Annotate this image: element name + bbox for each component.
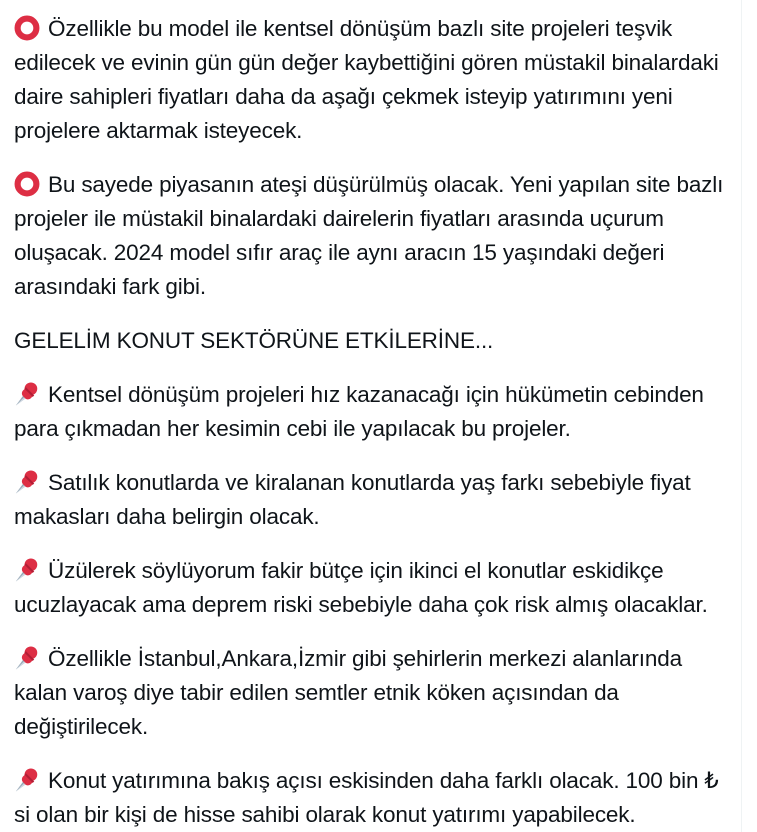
section-heading: GELELİM KONUT SEKTÖRÜNE ETKİLERİNE... xyxy=(14,328,494,353)
pushpin-icon xyxy=(14,469,40,495)
pushpin-icon xyxy=(14,381,40,407)
post-paragraph xyxy=(14,642,726,744)
paragraph-text: Kentsel dönüşüm projeleri hız kazanacağı için hükümetin cebinden para çıkmadan her kesimin cebi ile yapılacak bu projeler. xyxy=(14,382,704,441)
post-paragraph xyxy=(14,378,726,446)
pushpin-icon xyxy=(14,557,40,583)
paragraph-text: Bu sayede piyasanın ateşi düşürülmüş olacak. Yeni yapılan site bazlı projeler ile müstakil binalardaki dairelerin fiyatları arasında uçurum oluşacak. 2024 model sıfır araç ile aynı aracın 15 yaşındaki değeri arasındaki fark gibi. xyxy=(14,172,724,299)
red-circle-icon xyxy=(14,171,40,197)
post-paragraph xyxy=(14,168,726,304)
post-paragraph xyxy=(14,466,726,534)
paragraph-text: Özellikle İstanbul,Ankara,İzmir gibi şehirlerin merkezi alanlarında kalan varoş diye tabir edilen semtler etnik köken açısından da değiştirilecek. xyxy=(14,646,682,739)
pushpin-icon xyxy=(14,645,40,671)
paragraph-text: Özellikle bu model ile kentsel dönüşüm bazlı site projeleri teşvik edilecek ve evinin gün gün değer kaybettiğini gören müstakil binalardaki daire sahipleri fiyatları daha da aşağı çekmek isteyip yatırımını yeni projelere aktarmak isteyecek. xyxy=(14,16,719,143)
post-paragraph xyxy=(14,764,726,832)
red-circle-icon xyxy=(14,15,40,41)
pushpin-icon xyxy=(14,767,40,793)
paragraph-text: Satılık konutlarda ve kiralanan konutlarda yaş farkı sebebiyle fiyat makasları daha belirgin olacak. xyxy=(14,470,691,529)
paragraph-text: Konut yatırımına bakış açısı eskisinden daha farklı olacak. 100 bin ₺ si olan bir kişi de hisse sahibi olarak konut yatırımı yapabilecek. xyxy=(14,768,719,827)
post-paragraph xyxy=(14,554,726,622)
paragraph-text: Üzülerek söylüyorum fakir bütçe için ikinci el konutlar eskidikçe ucuzlayacak ama deprem riski sebebiyle daha çok risk almış olacaklar. xyxy=(14,558,708,617)
post-paragraph xyxy=(14,12,726,148)
